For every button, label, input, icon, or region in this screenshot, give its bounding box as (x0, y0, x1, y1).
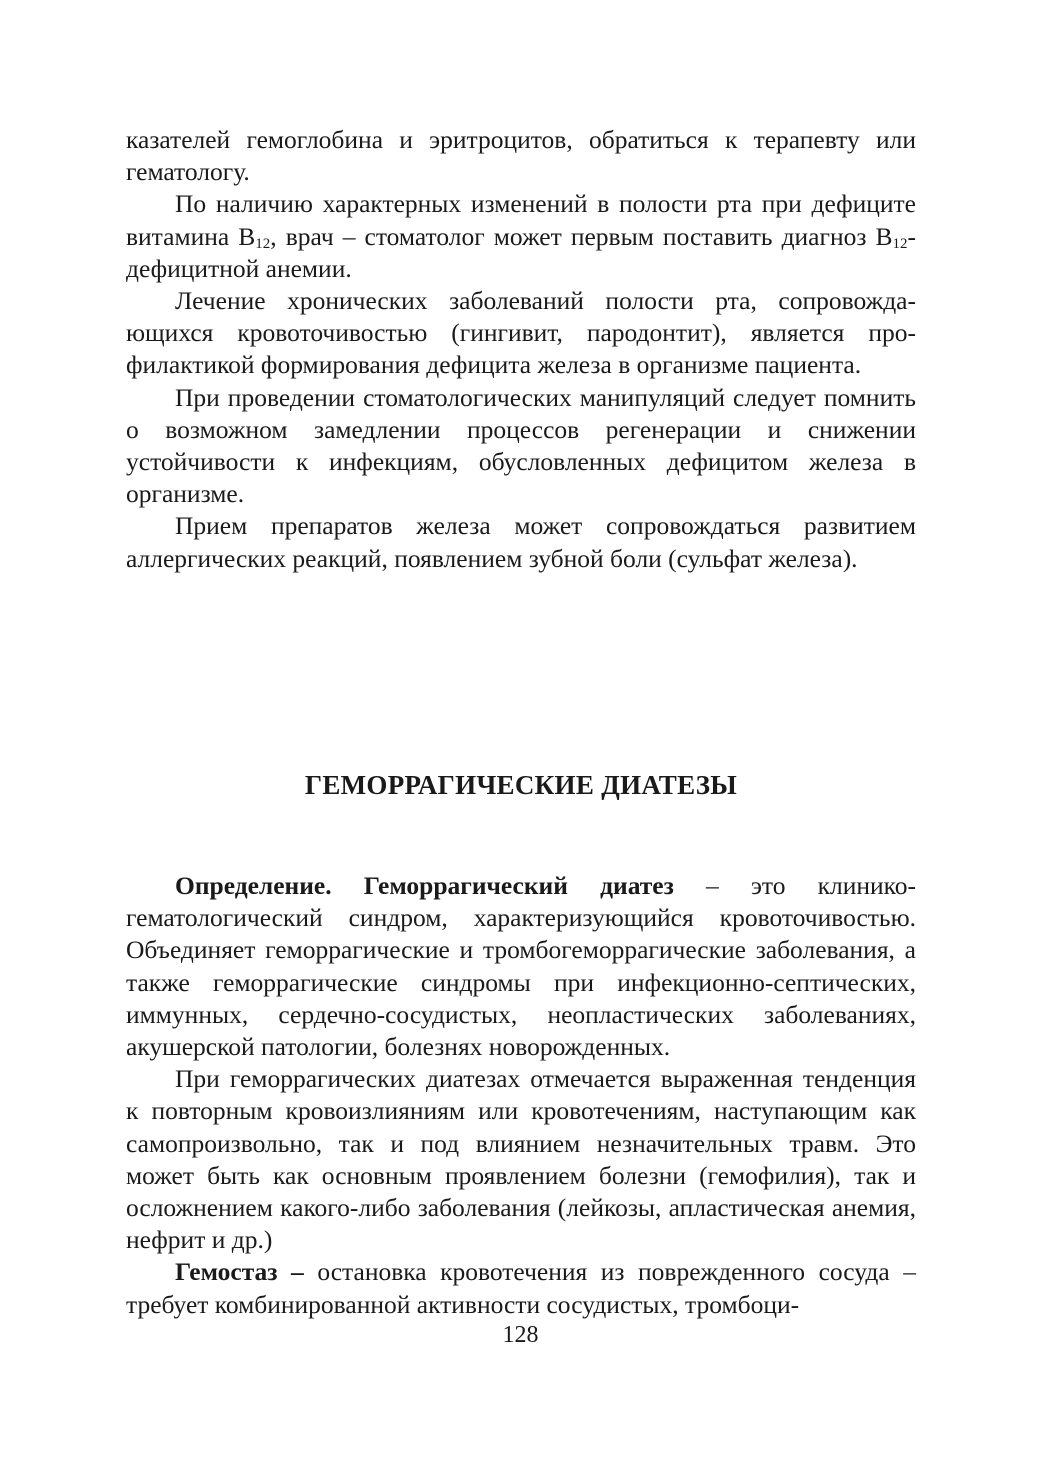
subscript: 12 (892, 235, 908, 252)
subscript: 12 (255, 235, 271, 252)
paragraph-definition (126, 870, 916, 1063)
text-block-bottom (126, 870, 916, 1321)
paragraph-dental-procedures: При проведении стоматологических манипуляций следует помнить о возможном замедлении процессов регенерации и снижении устойчивости к инфекциям, обусловленных дефицитом железа в организме. (126, 382, 916, 509)
hemostasis-term: Гемостаз – (175, 1257, 304, 1287)
text-block-top (126, 124, 916, 575)
definition-term: Определение. Геморрагический диатез (175, 871, 674, 900)
paragraph-iron-preparations: Прием препаратов железа может сопровождаться развитием аллергических реакций, появлением зубной боли (сульфат железа). (126, 511, 916, 573)
section-heading: ГЕМОРРАГИЧЕСКИЕ ДИАТЕЗЫ (304, 770, 738, 800)
paragraph-treatment: Лечение хронических заболеваний полости рта, сопровождающихся кровоточивостью (гингивит, пародонтит), является профилактикой формирования дефицита железа в организме пациента. (126, 286, 916, 380)
hemostasis-text: остановка кровотечения из поврежденного сосуда – требует комбинированной активности сосудистых, тромбоци- (126, 1257, 916, 1319)
text-run: , врач – стоматолог может первым поставить диагноз В (270, 221, 893, 251)
text-run: -дефицитной анемии. (126, 221, 917, 283)
page-number: 128 (502, 1322, 539, 1348)
paragraph-tendency: При геморрагических диатезах отмечается выраженная тенденция к повторным кровоизлияниям или кровотечениям, наступающим как самопроизвольно, так и под влиянием незначительных травм. Это может быть как основным проявлением болезни (гемофилия), так и осложнением какого-либо заболевания (лейкозы, апластическая анемия, нефрит и др.) (126, 1064, 916, 1255)
paragraph-vitamin-b12 (126, 188, 916, 285)
definition-text: – это клинико-гематологический синдром, характеризующийся кровоточивостью. Объединяет геморрагические и тромбогеморрагические заболевания, а также геморрагические синдромы при инфекционно-септических, иммунных, сердечно-сосудистых, неопластических заболеваниях, акушерской патологии, болезнях новорожденных. (126, 871, 916, 1062)
paragraph-hemostasis (126, 1256, 916, 1320)
paragraph-continuation: казателей гемоглобина и эритроцитов, обратиться к терапевту или гематологу. (126, 125, 916, 187)
text-run: По наличию характерных изменений в полости рта при дефиците витамина В (126, 189, 916, 251)
